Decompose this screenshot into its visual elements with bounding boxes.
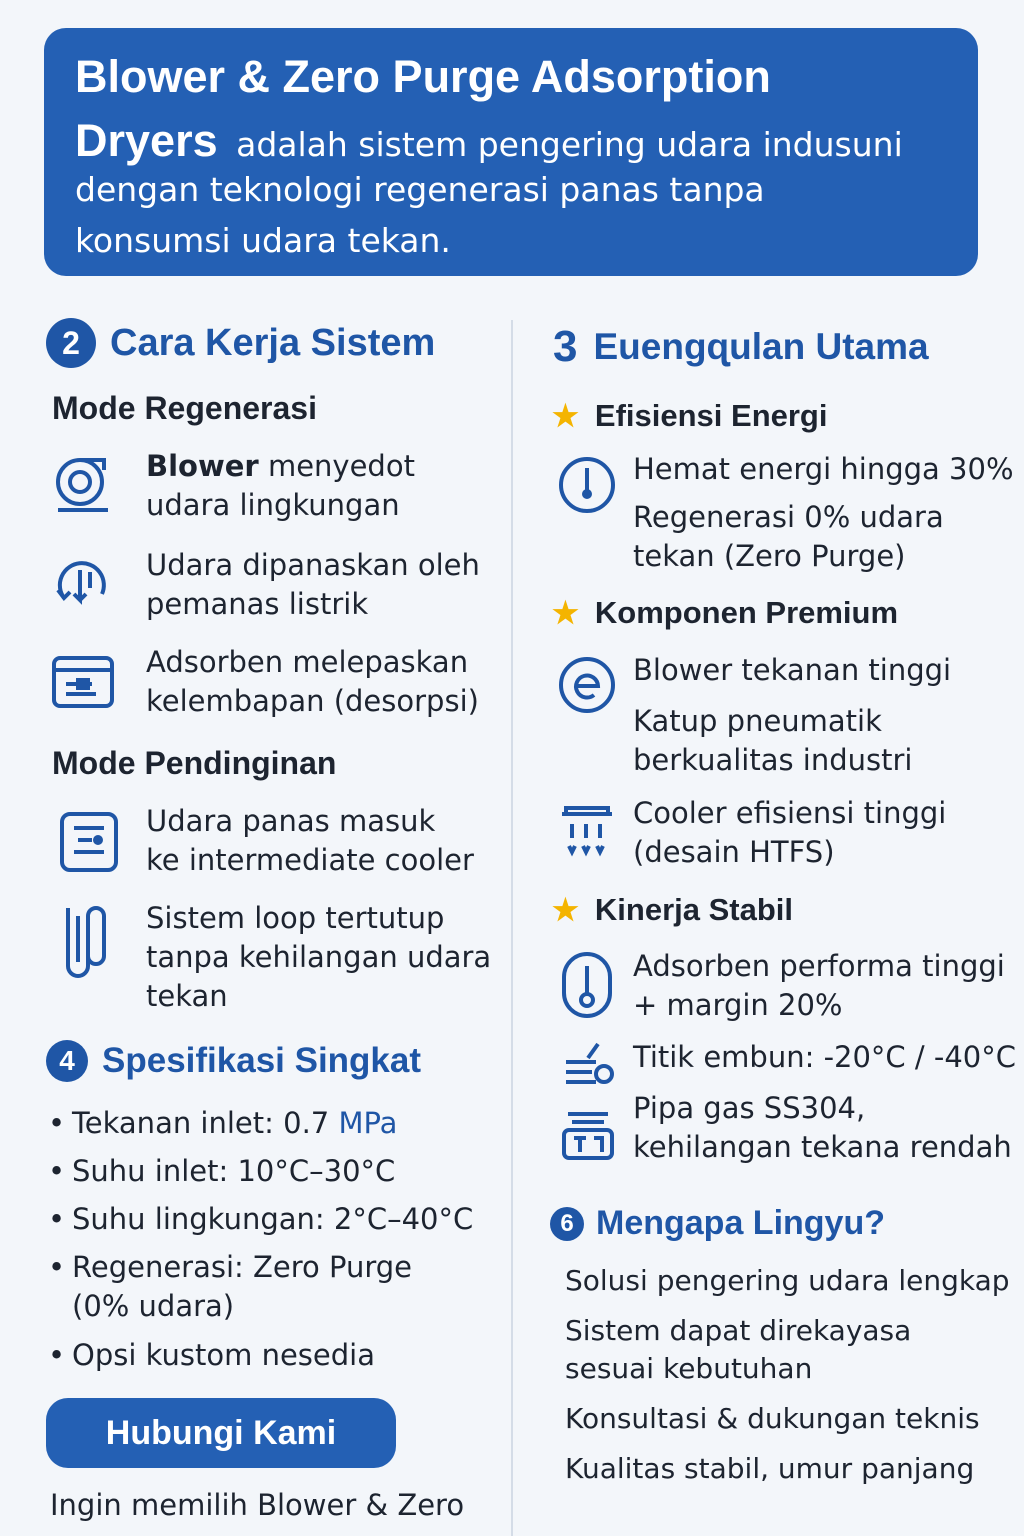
item-text-line2: tanpa kehilangan udara bbox=[146, 940, 492, 974]
spec-unit: MPa bbox=[338, 1106, 398, 1140]
regenerasi-item-2 bbox=[146, 546, 480, 624]
spec-item bbox=[48, 1152, 395, 1191]
blower-icon bbox=[50, 452, 116, 518]
section-keunggulan-heading bbox=[553, 322, 929, 372]
komponen-item-3 bbox=[633, 794, 946, 872]
item-text-line1: Sistem loop tertutup bbox=[146, 901, 445, 935]
item-text-line1: Adsorben melepaskan bbox=[146, 645, 469, 679]
efisiensi-title: Efisiensi Energi bbox=[594, 398, 828, 433]
item-text-line2: sesuai kebutuhan bbox=[565, 1352, 813, 1385]
adsorbent-icon bbox=[50, 648, 116, 714]
item-text-line1: Udara panas masuk bbox=[146, 804, 436, 838]
section-number-badge: 2 bbox=[46, 318, 96, 368]
contact-us-button[interactable]: Hubungi Kami bbox=[46, 1398, 396, 1468]
mengapa-item-1: Solusi pengering udara lengkap bbox=[565, 1264, 1010, 1297]
section-title: Spesifikasi Singkat bbox=[102, 1041, 422, 1080]
efisiensi-item-2 bbox=[633, 498, 944, 576]
item-text-line1: Cooler efisiensi tinggi bbox=[633, 796, 947, 830]
thermometer-icon bbox=[560, 950, 614, 1020]
komponen-item-1: Blower tekanan tinggi bbox=[633, 653, 952, 687]
item-text-line1: Sistem dapat direkayasa bbox=[565, 1314, 912, 1347]
item-text-line2: pemanas listrik bbox=[146, 587, 369, 621]
star-icon: ★ bbox=[552, 399, 579, 433]
item-bold-text: Blower bbox=[146, 449, 259, 483]
hero-banner bbox=[44, 28, 978, 276]
bullet: • bbox=[48, 1338, 66, 1372]
hero-description-line2: dengan teknologi regenerasi panas tanpa bbox=[75, 170, 765, 209]
item-text-line1: Adsorben performa tinggi bbox=[633, 949, 1005, 983]
item-text-line2: kelembapan (desorpsi) bbox=[146, 684, 479, 718]
komponen-item-2 bbox=[633, 702, 913, 780]
regenerasi-item-3 bbox=[146, 643, 479, 721]
hero-title-word2: Dryers bbox=[75, 115, 218, 166]
spec-item bbox=[48, 1336, 375, 1375]
kinerja-heading bbox=[552, 892, 793, 928]
mengapa-item-3: Konsultasi & dukungan teknis bbox=[565, 1402, 980, 1435]
section-number-badge: 4 bbox=[46, 1040, 88, 1082]
heater-icon bbox=[50, 550, 116, 616]
kinerja-title: Kinerja Stabil bbox=[594, 892, 794, 927]
bullet: • bbox=[48, 1106, 66, 1140]
item-text-line2: udara lingkungan bbox=[146, 488, 400, 522]
gauge-icon bbox=[556, 454, 618, 516]
hero-title-line2 bbox=[75, 115, 903, 166]
star-icon: ★ bbox=[552, 596, 579, 630]
hero-title-line1: Blower & Zero Purge Adsorption bbox=[75, 51, 771, 102]
hero-description-line1: adalah sistem pengering udara indusuni bbox=[236, 125, 903, 164]
mengapa-item-2 bbox=[565, 1312, 911, 1388]
spec-text: Opsi kustom nesedia bbox=[72, 1338, 375, 1372]
item-text-line1: Regenerasi 0% udara bbox=[633, 500, 944, 534]
section-title: Euengɋulan Utama bbox=[593, 326, 929, 367]
spec-text: Regenerasi: Zero Purge bbox=[72, 1250, 412, 1284]
spec-text: Suhu inlet: 10°C–30°C bbox=[72, 1154, 396, 1188]
spec-item bbox=[48, 1248, 412, 1326]
mode-regenerasi-title: Mode Regenerasi bbox=[52, 390, 317, 426]
bullet: • bbox=[48, 1202, 66, 1236]
section-number: 3 bbox=[553, 322, 578, 371]
item-text-line3: tekan bbox=[146, 979, 228, 1013]
bullet: • bbox=[48, 1250, 66, 1284]
item-text-line1: Pipa gas SS304, bbox=[633, 1091, 866, 1125]
spec-item bbox=[48, 1200, 473, 1239]
item-text-line1: Katup pneumatik bbox=[633, 704, 882, 738]
bullet: • bbox=[48, 1154, 66, 1188]
item-text-line2: tekan (Zero Purge) bbox=[633, 539, 906, 573]
column-divider bbox=[511, 320, 513, 1536]
efisiensi-item-1: Hemat energi hingga 30% bbox=[633, 452, 1014, 486]
item-text-line1: menyedot bbox=[258, 449, 415, 483]
spec-item bbox=[48, 1104, 397, 1143]
item-text-line2: ke intermediate cooler bbox=[146, 843, 474, 877]
mengapa-item-4: Kualitas stabil, umur panjang bbox=[565, 1452, 975, 1485]
cooler-icon bbox=[56, 808, 122, 874]
section-title: Cara Kerja Sistem bbox=[110, 321, 436, 364]
item-text-line1: Udara dipanaskan oleh bbox=[146, 548, 480, 582]
kinerja-item-2: Titik embun: -20°C / -40°C bbox=[633, 1040, 1017, 1074]
star-icon: ★ bbox=[552, 893, 579, 927]
komponen-title: Komponen Premium bbox=[594, 595, 899, 630]
efisiensi-heading bbox=[552, 398, 827, 434]
kinerja-item-3 bbox=[633, 1089, 1012, 1167]
pipe-icon bbox=[560, 1108, 616, 1164]
spec-text-line2: (0% udara) bbox=[72, 1289, 235, 1323]
mode-pendinginan-title: Mode Pendinginan bbox=[52, 745, 337, 781]
pendinginan-item-2 bbox=[146, 899, 491, 1016]
section-cara-kerja-heading bbox=[46, 318, 435, 368]
energy-e-icon bbox=[556, 654, 618, 716]
item-text-line2: + margin 20% bbox=[633, 988, 843, 1022]
item-text-line2: (desain HTFS) bbox=[633, 835, 835, 869]
komponen-heading bbox=[552, 595, 898, 631]
pendinginan-item-1 bbox=[146, 802, 474, 880]
dew-point-icon bbox=[562, 1040, 618, 1090]
spec-text: Tekanan inlet: 0.7 bbox=[72, 1106, 339, 1140]
hero-description-line3: konsumsi udara tekan. bbox=[75, 221, 451, 260]
contact-footer-text: Ingin memilih Blower & Zero bbox=[50, 1488, 465, 1522]
spec-text: Suhu lingkungan: 2°C–40°C bbox=[72, 1202, 474, 1236]
section-spesifikasi-heading bbox=[46, 1040, 421, 1082]
cooler-drip-icon bbox=[556, 800, 618, 862]
section-number-badge: 6 bbox=[550, 1207, 584, 1241]
kinerja-item-1 bbox=[633, 947, 1005, 1025]
item-text-line2: berkualitas industri bbox=[633, 743, 913, 777]
section-title: Mengapa Lingyu? bbox=[596, 1204, 885, 1242]
section-mengapa-heading bbox=[550, 1204, 885, 1243]
closed-loop-icon bbox=[56, 902, 122, 982]
item-text-line2: kehilangan tekana rendah bbox=[633, 1130, 1012, 1164]
regenerasi-item-1 bbox=[146, 447, 415, 525]
